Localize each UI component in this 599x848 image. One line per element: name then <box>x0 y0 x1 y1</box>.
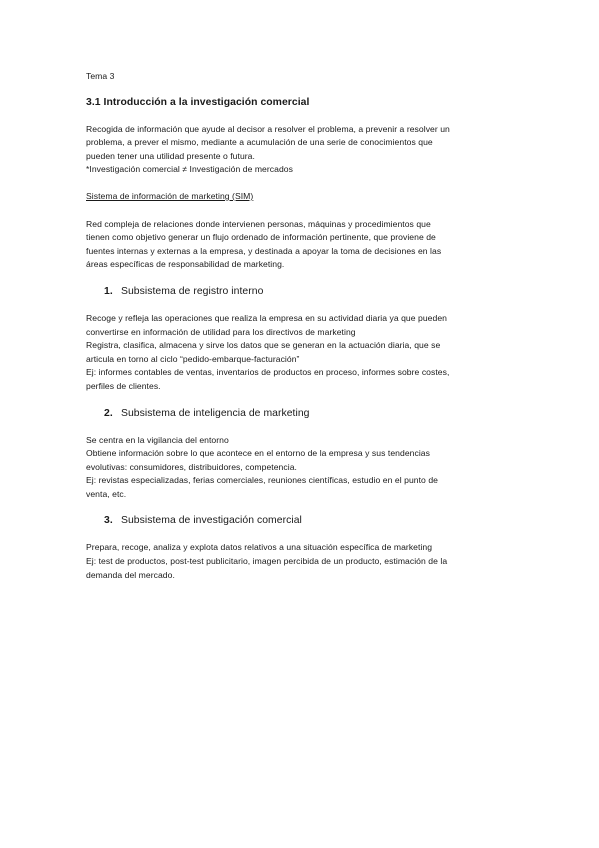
subsection-number: 3. <box>104 515 113 527</box>
body-line: Registra, clasifica, almacena y sirve los datos que se generan en la actuación diaria, que se <box>86 340 441 351</box>
body-line: Prepara, recoge, analiza y explota datos relativos a una situación específica de marketing <box>86 542 433 553</box>
subsection-body-1 <box>86 312 516 394</box>
intro-line: pueden tener una utilidad presente o futura. <box>86 150 255 161</box>
subsection-title: Subsistema de registro interno <box>121 285 264 297</box>
intro-line: problema, a prever el mismo, mediante a acumulación de una serie de conocimientos que <box>86 137 433 148</box>
document-content <box>86 70 516 595</box>
topic-label: Tema 3 <box>86 71 115 81</box>
sim-line: tienen como objetivo generar un flujo ordenado de información pertinente, que proviene de <box>86 232 436 243</box>
body-line: evolutivas: consumidores, distribuidores, competencia. <box>86 461 297 472</box>
body-line: convertirse en información de utilidad para los directivos de marketing <box>86 326 356 337</box>
sim-line: Red compleja de relaciones donde intervienen personas, máquinas y procedimientos que <box>86 218 431 229</box>
sim-line: fuentes internas y externas a la empresa, y destinada a apoyar la toma de decisiones en las <box>86 245 442 256</box>
subsection-heading-3 <box>104 514 516 528</box>
body-line: demanda del mercado. <box>86 569 175 580</box>
subsection-title: Subsistema de investigación comercial <box>121 515 302 527</box>
section-heading: 3.1 Introducción a la investigación comercial <box>86 96 310 108</box>
body-line: Ej: informes contables de ventas, inventarios de productos en proceso, informes sobre costes, <box>86 367 450 378</box>
body-line: venta, etc. <box>86 488 127 499</box>
body-line: Recoge y refleja las operaciones que realiza la empresa en su actividad diaria ya que pueden <box>86 312 447 323</box>
sim-paragraph <box>86 218 516 272</box>
subsection-number: 2. <box>104 407 113 419</box>
intro-note: *Investigación comercial ≠ Investigación de mercados <box>86 164 293 175</box>
subsection-body-3 <box>86 541 516 582</box>
body-line: articula en torno al ciclo “pedido-embarque-facturación” <box>86 353 300 364</box>
subsection-heading-2 <box>104 407 516 421</box>
subsection-number: 1. <box>104 285 113 297</box>
subsection-title: Subsistema de inteligencia de marketing <box>121 407 310 419</box>
intro-paragraph <box>86 123 516 177</box>
body-line: Ej: test de productos, post-test publicitario, imagen percibida de un producto, estimación de la <box>86 556 448 567</box>
sim-line: áreas específicas de responsabilidad de marketing. <box>86 259 285 270</box>
body-line: perfiles de clientes. <box>86 380 161 391</box>
body-line: Se centra en la vigilancia del entorno <box>86 434 229 445</box>
intro-line: Recogida de información que ayude al decisor a resolver el problema, a prevenir a resolver un <box>86 123 450 134</box>
sim-subtitle: Sistema de información de marketing (SIM) <box>86 190 254 201</box>
body-line: Ej: revistas especializadas, ferias comerciales, reuniones científicas, estudio en el punto de <box>86 475 438 486</box>
subsection-heading-1 <box>104 285 516 299</box>
subsection-body-2 <box>86 434 516 502</box>
body-line: Obtiene información sobre lo que acontece en el entorno de la empresa y sus tendencias <box>86 448 430 459</box>
